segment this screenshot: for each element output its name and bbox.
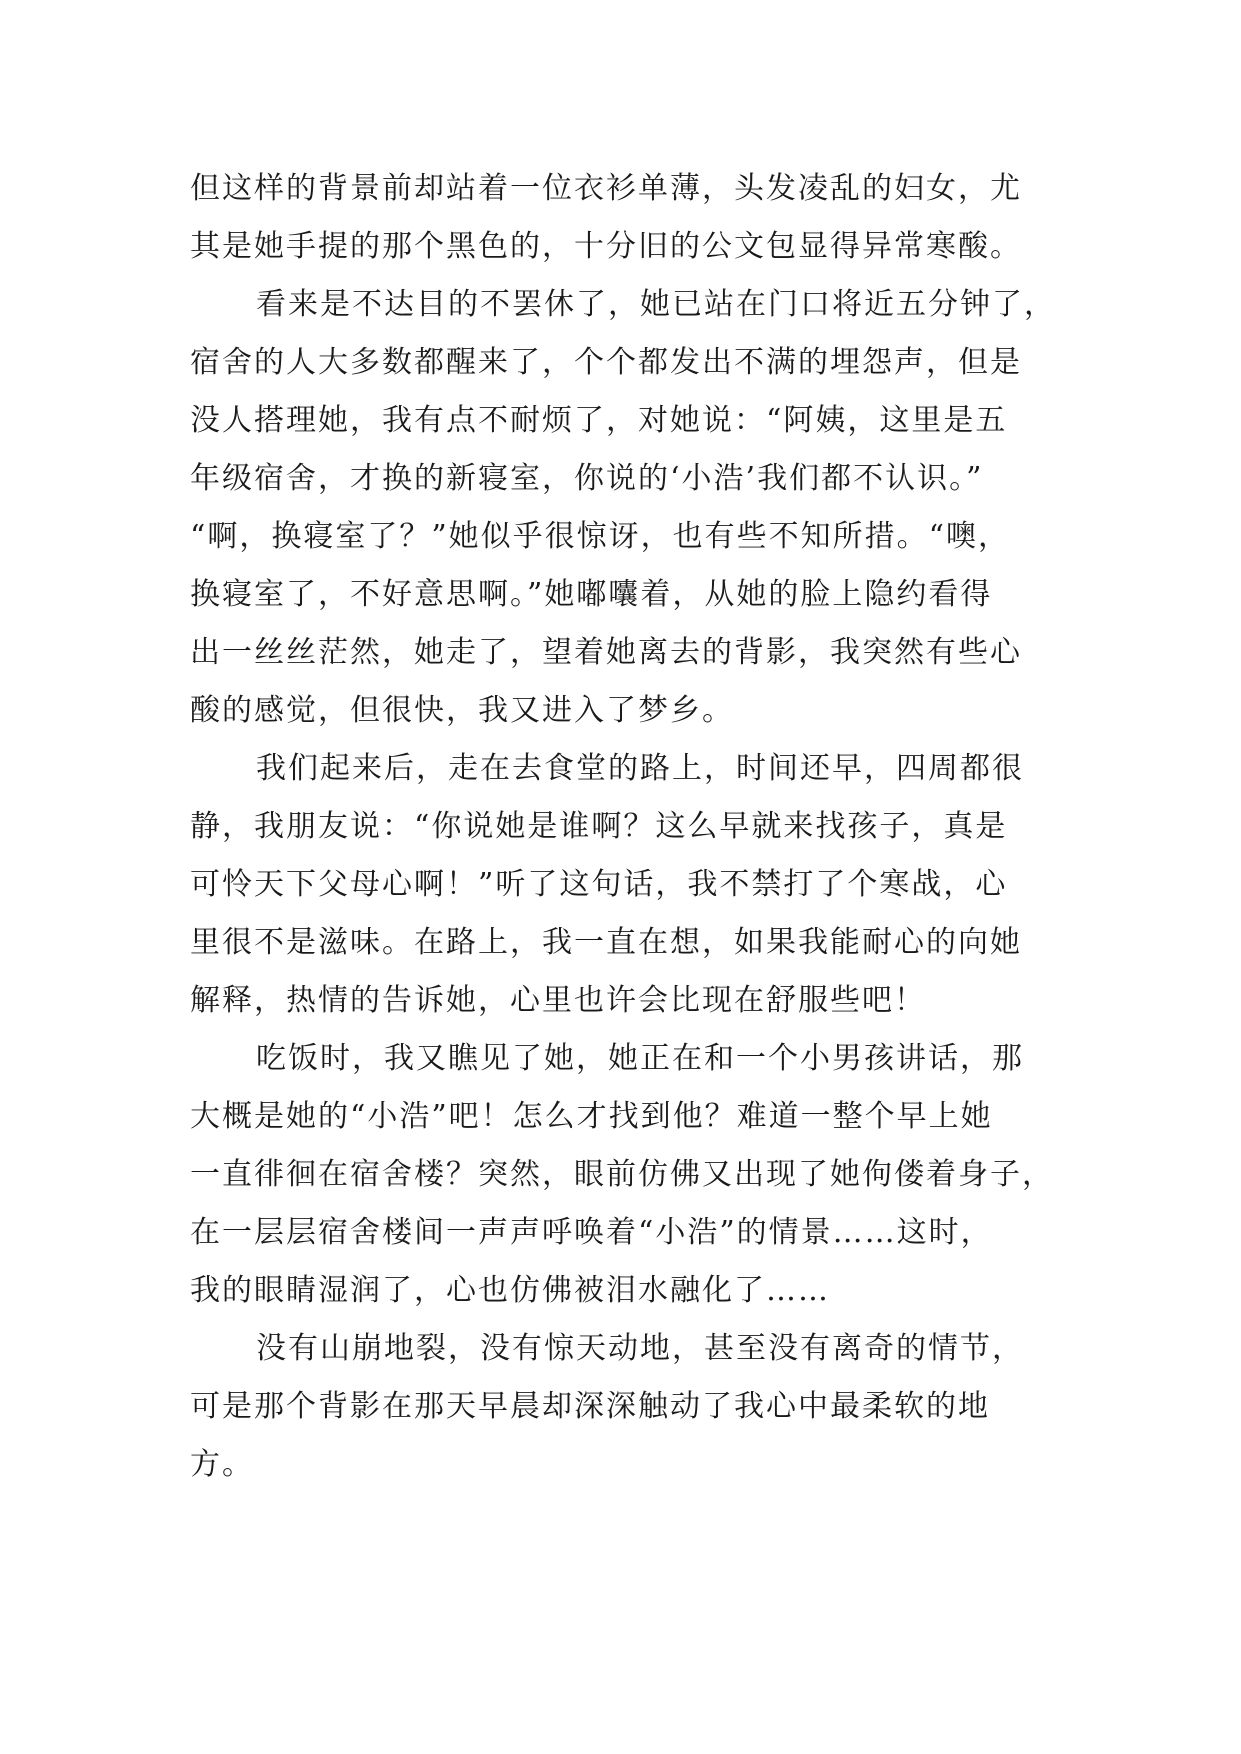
text-line: 在一层层宿舍楼间一声声呼唤着“小浩”的情景……这时，: [190, 1215, 993, 1250]
text-line: 可是那个背影在那天早晨却深深触动了我心中最柔软的地: [190, 1389, 990, 1424]
text-line: 出一丝丝茫然，她走了，望着她离去的背影，我突然有些心: [190, 635, 1022, 670]
text-line: 里很不是滋味。在路上，我一直在想，如果我能耐心的向她: [190, 925, 1022, 960]
text-line: 酸的感觉，但很快，我又进入了梦乡。: [190, 693, 734, 728]
text-line: 没人搭理她，我有点不耐烦了，对她说：“阿姨，这里是五: [190, 403, 1008, 438]
paragraph-first-line: 没有山崩地裂，没有惊天动地，甚至没有离奇的情节，: [256, 1331, 1024, 1366]
paragraph-first-line: 吃饭时，我又瞧见了她，她正在和一个小男孩讲话，那: [256, 1041, 1024, 1076]
text-line: “啊，换寝室了？”她似乎很惊讶，也有些不知所措。“噢，: [190, 519, 1011, 554]
text-line: 换寝室了，不好意思啊。”她嘟囔着，从她的脸上隐约看得: [190, 577, 993, 612]
paragraph-first-line: 我们起来后，走在去食堂的路上，时间还早，四周都很: [256, 751, 1024, 786]
text-line: 静，我朋友说：“你说她是谁啊？这么早就来找孩子，真是: [190, 809, 1008, 844]
document-body: [190, 160, 1090, 1494]
text-line: 但这样的背景前却站着一位衣衫单薄，头发凌乱的妇女，尤: [190, 171, 1022, 206]
text-line: 大概是她的“小浩”吧！怎么才找到他？难道一整个早上她: [190, 1099, 993, 1134]
text-line: 我的眼睛湿润了，心也仿佛被泪水融化了……: [190, 1273, 830, 1308]
text-line: 其是她手提的那个黑色的，十分旧的公文包显得异常寒酸。: [190, 229, 1022, 264]
text-line: 方。: [190, 1447, 254, 1482]
text-line: 解释，热情的告诉她，心里也许会比现在舒服些吧！: [190, 983, 926, 1018]
text-line: 可怜天下父母心啊！”听了这句话，我不禁打了个寒战，心: [190, 867, 1008, 902]
paragraph-first-line: 看来是不达目的不罢休了，她已站在门口将近五分钟了，: [256, 287, 1056, 322]
text-line: 年级宿舍，才换的新寝室，你说的‘小浩’我们都不认识。”: [190, 461, 984, 496]
text-line: 一直徘徊在宿舍楼？突然，眼前仿佛又出现了她佝偻着身子，: [190, 1157, 1054, 1192]
text-line: 宿舍的人大多数都醒来了，个个都发出不满的埋怨声，但是: [190, 345, 1022, 380]
